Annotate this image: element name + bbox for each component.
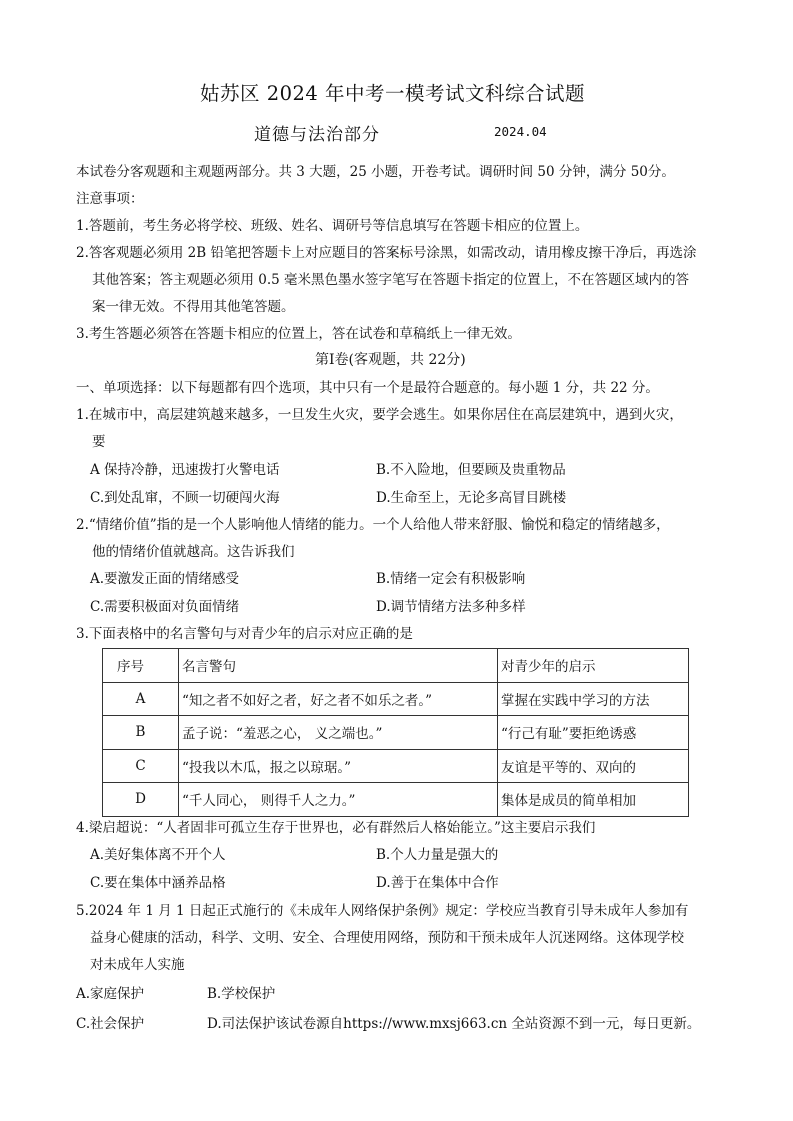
note-2-line-2: 其他答案；答主观题必须用 0.5 毫米黑色墨水签字笔写在答题卡指定的位置上，不在答题区域内的答 (92, 272, 690, 288)
table-row (103, 783, 689, 817)
q5-option-a: A.家庭保护 (76, 986, 145, 1002)
table-row (103, 749, 689, 783)
row-label: B (103, 716, 179, 750)
exam-date: 2024.04 (494, 124, 547, 139)
q4-option-a: A.美好集体离不开个人 (90, 847, 226, 863)
q5-stem-line-3: 对未成年人实施 (90, 957, 185, 973)
intro-text: 本试卷分客观题和主观题两部分。共 3 大题，25 小题，开卷考试。调研时间 50 分钟，满分 50分。 (76, 164, 675, 180)
table-header-number: 序号 (103, 649, 179, 683)
exam-subtitle: 道德与法治部分 (254, 125, 380, 145)
q5-stem-line-1: 5.2024 年 1 月 1 日起正式施行的《未成年人网络保护条例》规定：学校应当教育引导未成年人参加有 (76, 903, 689, 919)
row-label: A (103, 682, 179, 716)
note-2-line-3: 案一律无效。不得用其他笔答题。 (92, 299, 295, 315)
q2-option-c: C.需要积极面对负面情绪 (90, 599, 240, 615)
row-quote: 孟子说：“羞恶之心， 义之端也。” (179, 716, 498, 750)
q4-stem: 4.梁启超说：“人者固非可孤立生存于世界也，必有群然后人格始能立。”这主要启示我们 (76, 820, 596, 836)
q1-option-a: A 保持冷静，迅速拨打火警电话 (90, 462, 280, 478)
quotes-table (102, 648, 689, 817)
table-row (103, 716, 689, 750)
q2-option-d: D.调节情绪方法多种多样 (376, 599, 526, 615)
note-3: 3.考生答题必须答在答题卡相应的位置上，答在试卷和草稿纸上一律无效。 (76, 326, 521, 342)
q2-option-b: B.情绪一定会有积极影响 (376, 571, 526, 587)
table-header-quote: 名言警句 (179, 649, 498, 683)
row-lesson: 友谊是平等的、双向的 (498, 749, 689, 783)
q5-option-d: D.司法保护该试卷源自https://www.mxsj663.cn 全站资源不到一元，每日更新。 (207, 1016, 701, 1032)
row-quote: “知之者不如好之者，好之者不如乐之者。” (179, 682, 498, 716)
q2-stem-line-2: 他的情绪价值就越高。这告诉我们 (92, 544, 295, 560)
table-row (103, 682, 689, 716)
row-lesson: “行己有耻”要拒绝诱惑 (498, 716, 689, 750)
note-1: 1.答题前，考生务必将学校、班级、姓名、调研号等信息填写在答题卡相应的位置上。 (76, 218, 589, 234)
note-2-line-1: 2.答客观题必须用 2B 铅笔把答题卡上对应题目的答案标号涂黑，如需改动，请用橡皮擦干净后，再选涂 (76, 245, 697, 261)
row-label: C (103, 749, 179, 783)
q1-option-b: B.不入险地，但要顾及贵重物品 (376, 462, 566, 478)
row-label: D (103, 783, 179, 817)
q4-option-b: B.个人力量是强大的 (376, 847, 499, 863)
table-header-row (103, 649, 689, 683)
q5-option-c: C.社会保护 (76, 1016, 145, 1032)
table-header-lesson: 对青少年的启示 (498, 649, 689, 683)
q1-stem-line-2: 要 (92, 434, 106, 450)
q2-option-a: A.要激发正面的情绪感受 (90, 571, 240, 587)
q1-option-d: D.生命至上，无论多高冒目跳楼 (376, 490, 567, 506)
q1-option-c: C.到处乱窜，不顾一切硬闯火海 (90, 490, 280, 506)
q2-stem-line-1: 2.“情绪价值”指的是一个人影响他人情绪的能力。一个人给他人带来舒服、愉悦和稳定的情绪越多， (76, 517, 670, 533)
q3-stem: 3.下面表格中的名言警句与对青少年的启示对应正确的是 (76, 626, 413, 642)
q5-option-b: B.学校保护 (207, 986, 276, 1002)
q1-stem-line-1: 1.在城市中，高层建筑越来越多，一旦发生火灾，要学会逃生。如果你居住在高层建筑中，遇到火灾， (76, 407, 683, 423)
row-lesson: 掌握在实践中学习的方法 (498, 682, 689, 716)
q4-option-d: D.善于在集体中合作 (376, 875, 499, 891)
exam-title: 姑苏区 2024 年中考一模考试文科综合试题 (200, 82, 586, 105)
q4-option-c: C.要在集体中涵养品格 (90, 875, 226, 891)
part1-title: 第Ⅰ卷(客观题，共 22分) (315, 352, 466, 368)
section1-instructions: 一、单项选择：以下每题都有四个选项，其中只有一个是最符合题意的。每小题 1 分，共 22 分。 (76, 380, 659, 396)
row-quote: “投我以木瓜，报之以琼琚。” (179, 749, 498, 783)
q5-stem-line-2: 益身心健康的活动，科学、文明、安全、合理使用网络，预防和干预未成年人沉迷网络。这体现学校 (90, 930, 684, 946)
notes-heading: 注意事项： (76, 191, 144, 207)
row-quote: “千人同心， 则得千人之力。” (179, 783, 498, 817)
row-lesson: 集体是成员的简单相加 (498, 783, 689, 817)
